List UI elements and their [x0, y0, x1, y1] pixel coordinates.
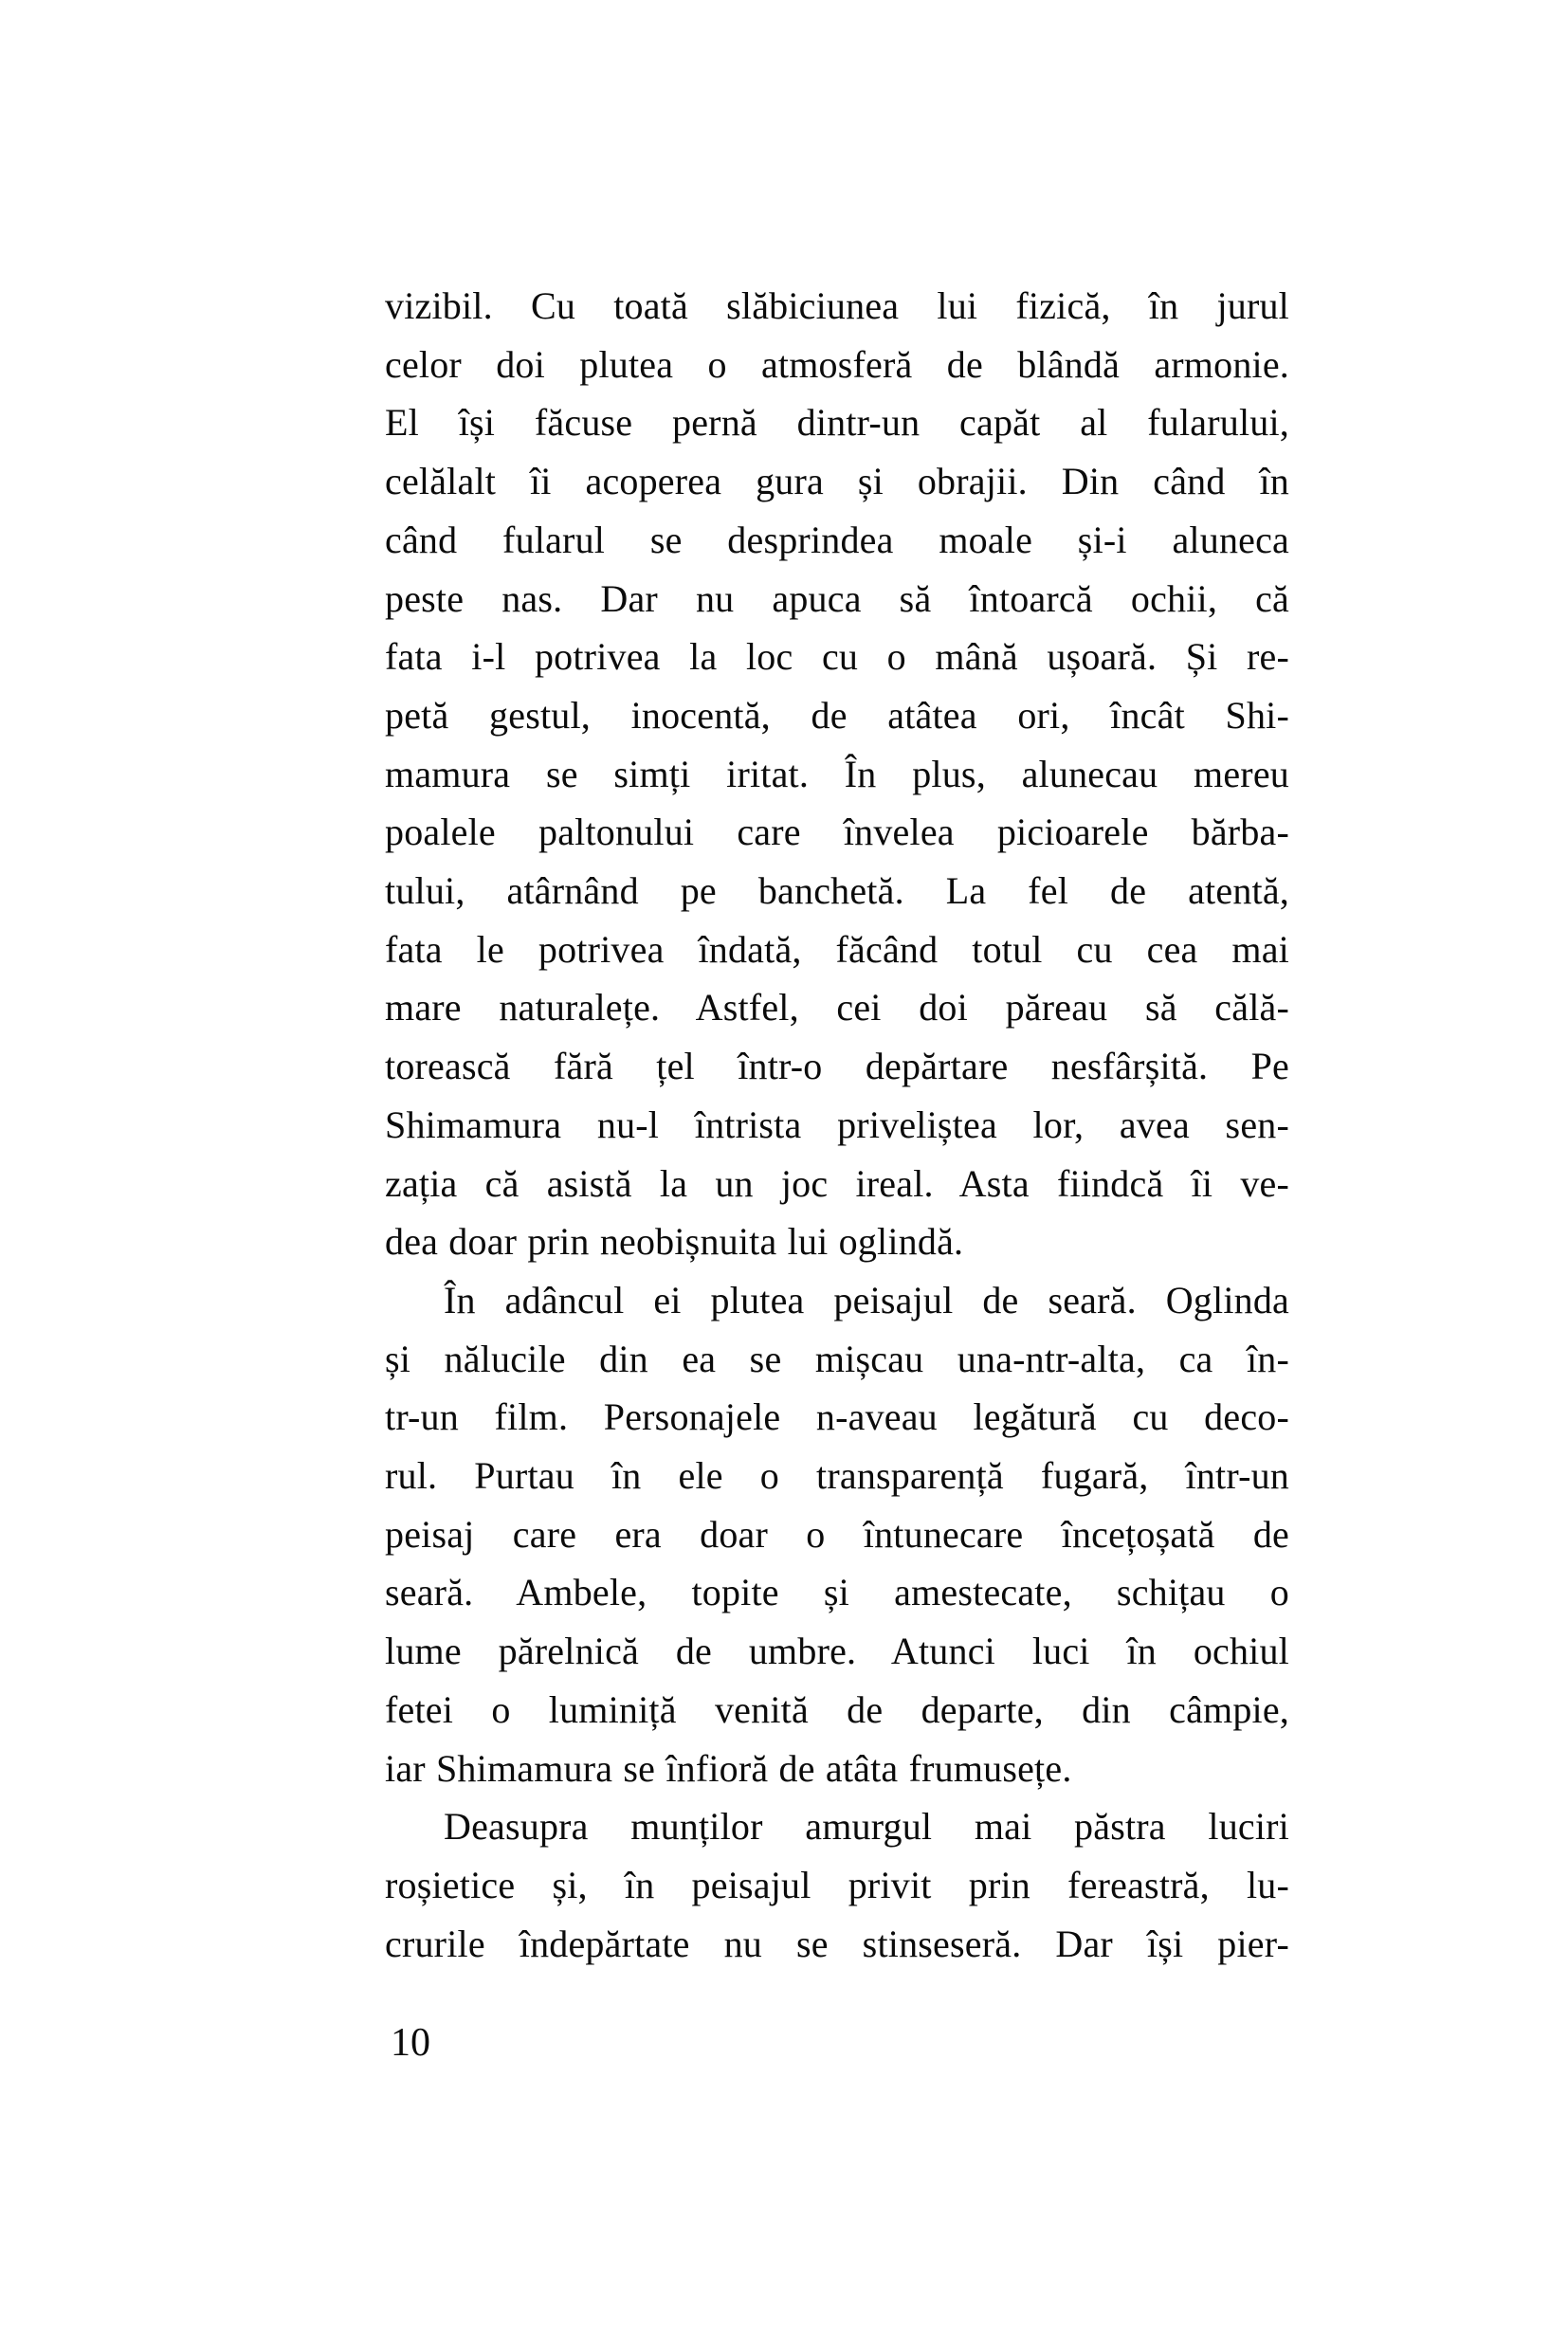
text-line: mamura se simți iritat. În plus, alunecau mereu	[385, 752, 1289, 795]
text-line: celor doi plutea o atmosferă de blândă armonie.	[385, 342, 1289, 386]
text-line: seară. Ambele, topite și amestecate, schițau o	[385, 1571, 1289, 1614]
text-line: celălalt îi acoperea gura și obrajii. Din când în	[385, 460, 1289, 503]
text-line-paragraph-start: În adâncul ei plutea peisajul de seară. Oglinda	[444, 1278, 1289, 1321]
text-line-paragraph-end: dea doar prin neobișnuita lui oglindă.	[385, 1220, 964, 1264]
text-line: când fularul se desprindea moale și-i aluneca	[385, 518, 1289, 561]
text-line: tului, atârnând pe banchetă. La fel de atentă,	[385, 869, 1289, 913]
text-line: poalele paltonului care învelea picioarele bărba-	[385, 811, 1289, 854]
text-line: fata i-l potrivea la loc cu o mână ușoară. Și re-	[385, 635, 1289, 679]
text-line: fetei o luminiță venită de departe, din câmpie,	[385, 1687, 1289, 1731]
text-line: vizibil. Cu toată slăbiciunea lui fizică, în jurul	[385, 284, 1289, 327]
text-line-paragraph-end: iar Shimamura se înfioră de atâta frumusețe.	[385, 1746, 1072, 1790]
text-line: crurile îndepărtate nu se stinseseră. Dar își pier-	[385, 1922, 1289, 1965]
page-number: 10	[391, 2021, 430, 2065]
text-line: peisaj care era doar o întunecare încețoșată de	[385, 1512, 1289, 1556]
text-line: petă gestul, inocentă, de atâtea ori, încât Shi-	[385, 693, 1289, 737]
text-line: Shimamura nu-l întrista priveliștea lor, avea sen-	[385, 1103, 1289, 1146]
text-line: tr-un film. Personajele n-aveau legătură cu deco-	[385, 1395, 1289, 1439]
text-line: roșietice și, în peisajul privit prin fereastră, lu-	[385, 1863, 1289, 1906]
text-block	[385, 277, 1289, 1973]
text-line: peste nas. Dar nu apuca să întoarcă ochii, că	[385, 576, 1289, 620]
text-line: torească fără țel într-o depărtare nesfârșită. Pe	[385, 1045, 1289, 1088]
text-line-paragraph-start: Deasupra munților amurgul mai păstra luciri	[444, 1805, 1289, 1849]
text-line: lume părelnică de umbre. Atunci luci în ochiul	[385, 1630, 1289, 1673]
text-line: rul. Purtau în ele o transparență fugară, într-un	[385, 1454, 1289, 1498]
text-line: zația că asistă la un joc ireal. Asta fiindcă îi ve-	[385, 1161, 1289, 1205]
text-line: fata le potrivea îndată, făcând totul cu cea mai	[385, 927, 1289, 971]
text-line: mare naturalețe. Astfel, cei doi păreau să călă-	[385, 986, 1289, 1030]
text-line: El își făcuse pernă dintr-un capăt al fularului,	[385, 401, 1289, 445]
text-line: și nălucile din ea se mișcau una-ntr-alta, ca în-	[385, 1337, 1289, 1380]
